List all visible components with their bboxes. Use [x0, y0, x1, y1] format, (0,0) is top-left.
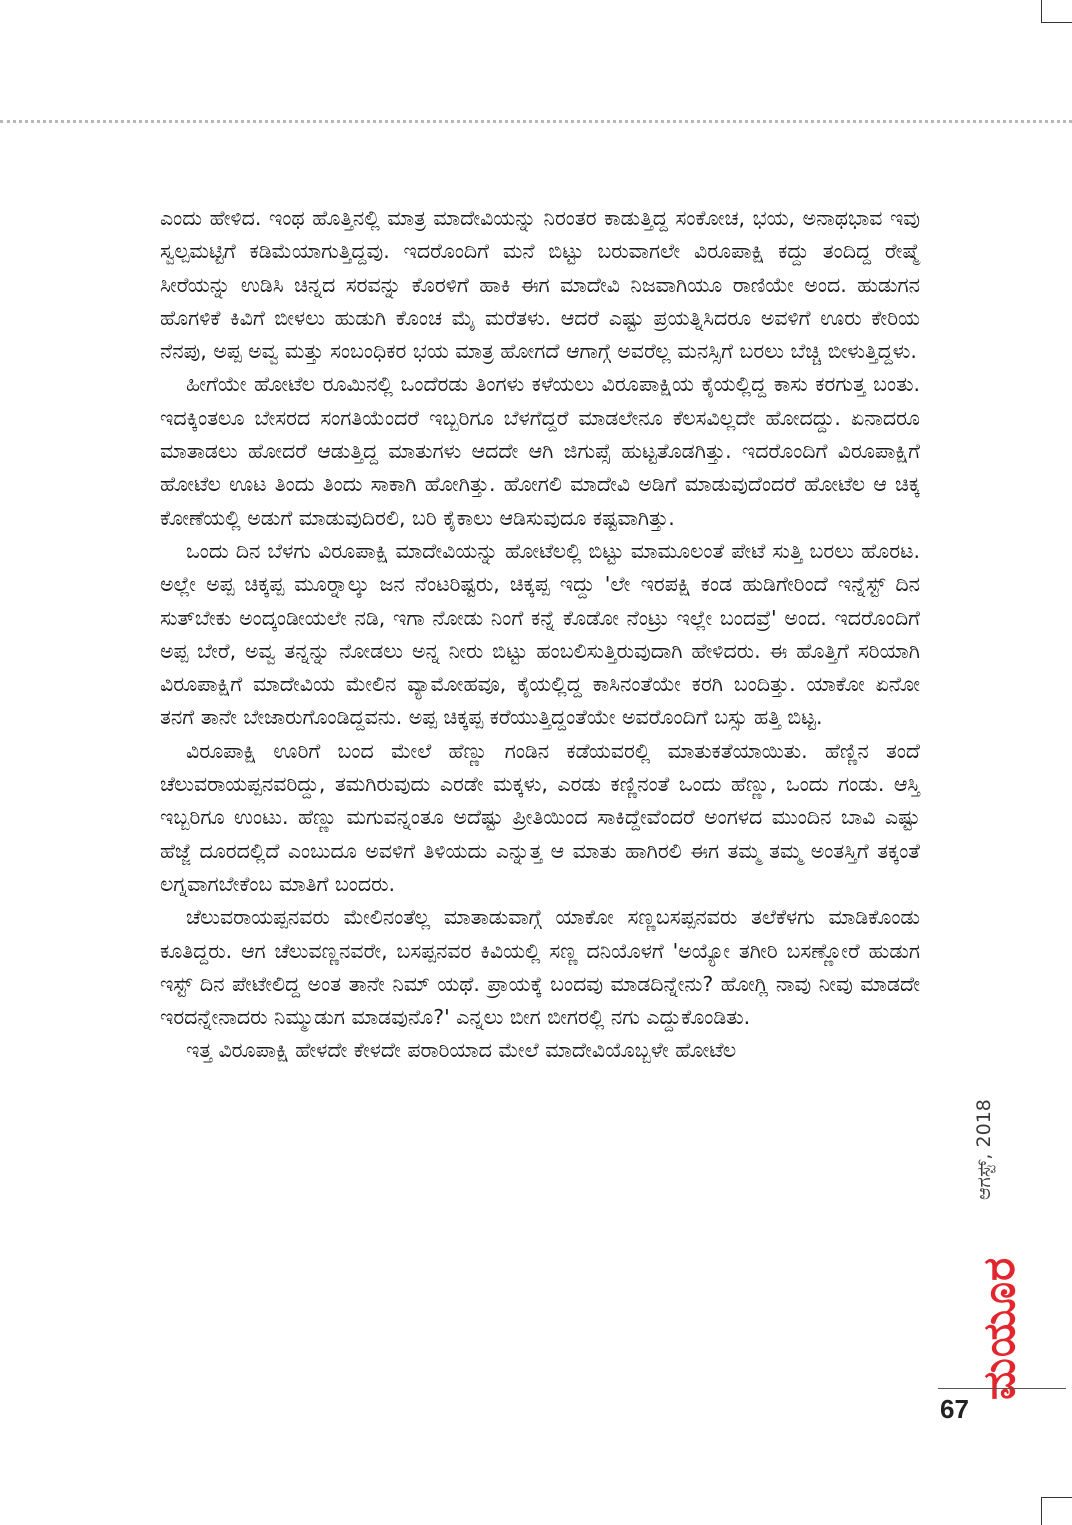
paragraph-3: ಒಂದು ದಿನ ಬೆಳಗು ವಿರೂಪಾಕ್ಷಿ ಮಾದೇವಿಯನ್ನು ಹೋಟೆಲಲ್ಲಿ ಬಿಟ್ಟು ಮಾಮೂಲಂತೆ ಪೇಟೆ ಸುತ್ತಿ ಬರಲು ಹೊರಟ. ಅಲ್ಲೇ ಅಪ್ಪ ಚಿಕ್ಕಪ್ಪ ಮೂರ‍್ನಾಲ್ಕು ಜನ ನೆಂಟರಿಷ್ಟರು, ಚಿಕ್ಕಪ್ಪ ಇದ್ದು 'ಲೇ ಇರಪಕ್ಷಿ ಕಂಡ ಹುಡಿಗೇರಿಂದೆ ಇನ್ನೆಸ್ಟ್ ದಿನ ಸುತ್‌ಬೇಕು ಅಂದ್ಕಂಡೀಯಲೇ ನಡಿ, ಇಗಾ ನೋಡು ನಿಂಗೆ ಕನ್ನೆ ಕೊಡೋ ನೆಂಟ್ರು ಇಲ್ಲೇ ಬಂದವ್ರೆ' ಅಂದ. ಇದರೊಂದಿಗೆ ಅಪ್ಪ ಬೇರೆ, ಅವ್ವ ತನ್ನನ್ನು ನೋಡಲು ಅನ್ನ ನೀರು ಬಿಟ್ಟು ಹಂಬಲಿಸುತ್ತಿರುವುದಾಗಿ ಹೇಳಿದರು. ಈ ಹೊತ್ತಿಗೆ ಸರಿಯಾಗಿ ವಿರೂಪಾಕ್ಷಿಗೆ ಮಾದೇವಿಯ ಮೇಲಿನ ವ್ಯಾಮೋಹವೂ, ಕೈಯಲ್ಲಿದ್ದ ಕಾಸಿನಂತೆಯೇ ಕರಗಿ ಬಂದಿತ್ತು. ಯಾಕೋ ಏನೋ ತನಗೆ ತಾನೇ ಬೇಜಾರುಗೊಂಡಿದ್ದವನು. ಅಪ್ಪ ಚಿಕ್ಕಪ್ಪ ಕರೆಯುತ್ತಿದ್ದಂತೆಯೇ ಅವರೊಂದಿಗೆ ಬಸ್ಸು ಹತ್ತಿ ಬಿಟ್ಟ.: [160, 538, 920, 730]
header-dotted-rule: [0, 120, 1072, 123]
paragraph-1: ಎಂದು ಹೇಳಿದ. ಇಂಥ ಹೊತ್ತಿನಲ್ಲಿ ಮಾತ್ರ ಮಾದೇವಿಯನ್ನು ನಿರಂತರ ಕಾಡುತ್ತಿದ್ದ ಸಂಕೋಚ, ಭಯ, ಅನಾಥಭಾವ ಇವು ಸ್ವಲ್ಪಮಟ್ಟಿಗೆ ಕಡಿಮೆಯಾಗುತ್ತಿದ್ದವು. ಇದರೊಂದಿಗೆ ಮನೆ ಬಿಟ್ಟು ಬರುವಾಗಲೇ ವಿರೂಪಾಕ್ಷಿ ಕದ್ದು ತಂದಿದ್ದ ರೇಷ್ಮೆ ಸೀರೆಯನ್ನು ಉಡಿಸಿ ಚಿನ್ನದ ಸರವನ್ನು ಕೊರಳಿಗೆ ಹಾಕಿ ಈಗ ಮಾದೇವಿ ನಿಜವಾಗಿಯೂ ರಾಣಿಯೇ ಅಂದ. ಹುಡುಗನ ಹೊಗಳಿಕೆ ಕಿವಿಗೆ ಬೀಳಲು ಹುಡುಗಿ ಕೊಂಚ ಮೈ ಮರೆತಳು. ಆದರೆ ಎಷ್ಟು ಪ್ರಯತ್ನಿಸಿದರೂ ಅವಳಿಗೆ ಊರು ಕೇರಿಯ ನೆನಪು, ಅಪ್ಪ ಅವ್ವ ಮತ್ತು ಸಂಬಂಧಿಕರ ಭಯ ಮಾತ್ರ ಹೋಗದೆ ಆಗಾಗ್ಗೆ ಅವರೆಲ್ಲ ಮನಸ್ಸಿಗೆ ಬರಲು ಬೆಚ್ಚಿ ಬೀಳುತ್ತಿದ್ದಳು.: [160, 206, 920, 364]
paragraph-4: ವಿರೂಪಾಕ್ಷಿ ಊರಿಗೆ ಬಂದ ಮೇಲೆ ಹೆಣ್ಣು ಗಂಡಿನ ಕಡೆಯವರಲ್ಲಿ ಮಾತುಕತೆಯಾಯಿತು. ಹೆಣ್ಣಿನ ತಂದೆ ಚೆಲುವರಾಯಪ್ಪನವರಿದ್ದು, ತಮಗಿರುವುದು ಎರಡೇ ಮಕ್ಕಳು, ಎರಡು ಕಣ್ಣಿನಂತೆ ಒಂದು ಹೆಣ್ಣು, ಒಂದು ಗಂಡು. ಆಸ್ತಿ ಇಬ್ಬರಿಗೂ ಉಂಟು. ಹೆಣ್ಣು ಮಗುವನ್ನಂತೂ ಅದೆಷ್ಟು ಪ್ರೀತಿಯಿಂದ ಸಾಕಿದ್ದೇವೆಂದರೆ ಅಂಗಳದ ಮುಂದಿನ ಬಾವಿ ಎಷ್ಟು ಹೆಜ್ಜೆ ದೂರದಲ್ಲಿದೆ ಎಂಬುದೂ ಅವಳಿಗೆ ತಿಳಿಯದು ಎನ್ನುತ್ತ ಆ ಮಾತು ಹಾಗಿರಲಿ ಈಗ ತಮ್ಮ ತಮ್ಮ ಅಂತಸ್ತಿಗೆ ತಕ್ಕಂತೆ ಲಗ್ನವಾಗಬೇಕೆಂಬ ಮಾತಿಗೆ ಬಂದರು.: [160, 738, 920, 896]
page-number: 67: [940, 1394, 969, 1424]
crop-mark-top-right: [1041, 0, 1072, 23]
article-body: [160, 202, 920, 1068]
magazine-logo: ಮಯೂರ: [974, 1256, 1025, 1400]
sidebar-column: [938, 1099, 1048, 1400]
paragraph-5: ಚೆಲುವರಾಯಪ್ಪನವರು ಮೇಲಿನಂತೆಲ್ಲ ಮಾತಾಡುವಾಗ್ಗೆ ಯಾಕೋ ಸಣ್ಣಬಸಪ್ಪನವರು ತಲೆಕೆಳಗು ಮಾಡಿಕೊಂಡು ಕೂತಿದ್ದರು. ಆಗ ಚೆಲುವಣ್ಣನವರೇ, ಬಸಪ್ಪನವರ ಕಿವಿಯಲ್ಲಿ ಸಣ್ಣ ದನಿಯೊಳಗೆ 'ಅಯ್ಯೋ ತಗೀರಿ ಬಸಣ್ಣೋರೆ ಹುಡುಗ ಇಸ್ಟ್ ದಿನ ಪೇಟೇಲಿದ್ದ ಅಂತ ತಾನೇ ನಿಮ್ ಯಥೆ. ಪ್ರಾಯಕ್ಕೆ ಬಂದವು ಮಾಡದಿನ್ನೇನು? ಹೋಗ್ಲಿ ನಾವು ನೀವು ಮಾಡದೇ ಇರದನ್ನೇನಾದರು ನಿಮ್ಮುಡುಗ ಮಾಡವುನೊ?' ಎನ್ನಲು ಬೀಗ ಬೀಗರಲ್ಲಿ ನಗು ಎದ್ದುಕೊಂಡಿತು.: [160, 905, 920, 1030]
paragraph-2: ಹೀಗೆಯೇ ಹೋಟೆಲ ರೂಮಿನಲ್ಲಿ ಒಂದೆರಡು ತಿಂಗಳು ಕಳೆಯಲು ವಿರೂಪಾಕ್ಷಿಯ ಕೈಯಲ್ಲಿದ್ದ ಕಾಸು ಕರಗುತ್ತ ಬಂತು. ಇದಕ್ಕಿಂತಲೂ ಬೇಸರದ ಸಂಗತಿಯೆಂದರೆ ಇಬ್ಬರಿಗೂ ಬೆಳಗೆದ್ದರೆ ಮಾಡಲೇನೂ ಕೆಲಸವಿಲ್ಲದೇ ಹೋದದ್ದು. ಏನಾದರೂ ಮಾತಾಡಲು ಹೋದರೆ ಆಡುತ್ತಿದ್ದ ಮಾತುಗಳು ಆದದೇ ಆಗಿ ಜಿಗುಪ್ಸೆ ಹುಟ್ಟತೊಡಗಿತ್ತು. ಇದರೊಂದಿಗೆ ವಿರೂಪಾಕ್ಷಿಗೆ ಹೋಟೆಲ ಊಟ ತಿಂದು ತಿಂದು ಸಾಕಾಗಿ ಹೋಗಿತ್ತು. ಹೋಗಲಿ ಮಾದೇವಿ ಅಡಿಗೆ ಮಾಡುವುದೆಂದರೆ ಹೋಟೆಲ ಆ ಚಿಕ್ಕ ಕೋಣೆಯಲ್ಲಿ ಅಡುಗೆ ಮಾಡುವುದಿರಲಿ, ಬರಿ ಕೈಕಾಲು ಆಡಿಸುವುದೂ ಕಷ್ಟವಾಗಿತ್ತು.: [160, 372, 920, 530]
issue-date: ಆಗಸ್ಟ್, 2018: [973, 1099, 995, 1200]
crop-mark-bottom-right: [1041, 1497, 1072, 1525]
page-number-rule: [938, 1388, 1066, 1389]
paragraph-6: ಇತ್ತ ವಿರೂಪಾಕ್ಷಿ ಹೇಳದೇ ಕೇಳದೇ ಪರಾರಿಯಾದ ಮೇಲೆ ಮಾದೇವಿಯೊಬ್ಬಳೇ ಹೋಟೆಲ: [186, 1038, 737, 1063]
